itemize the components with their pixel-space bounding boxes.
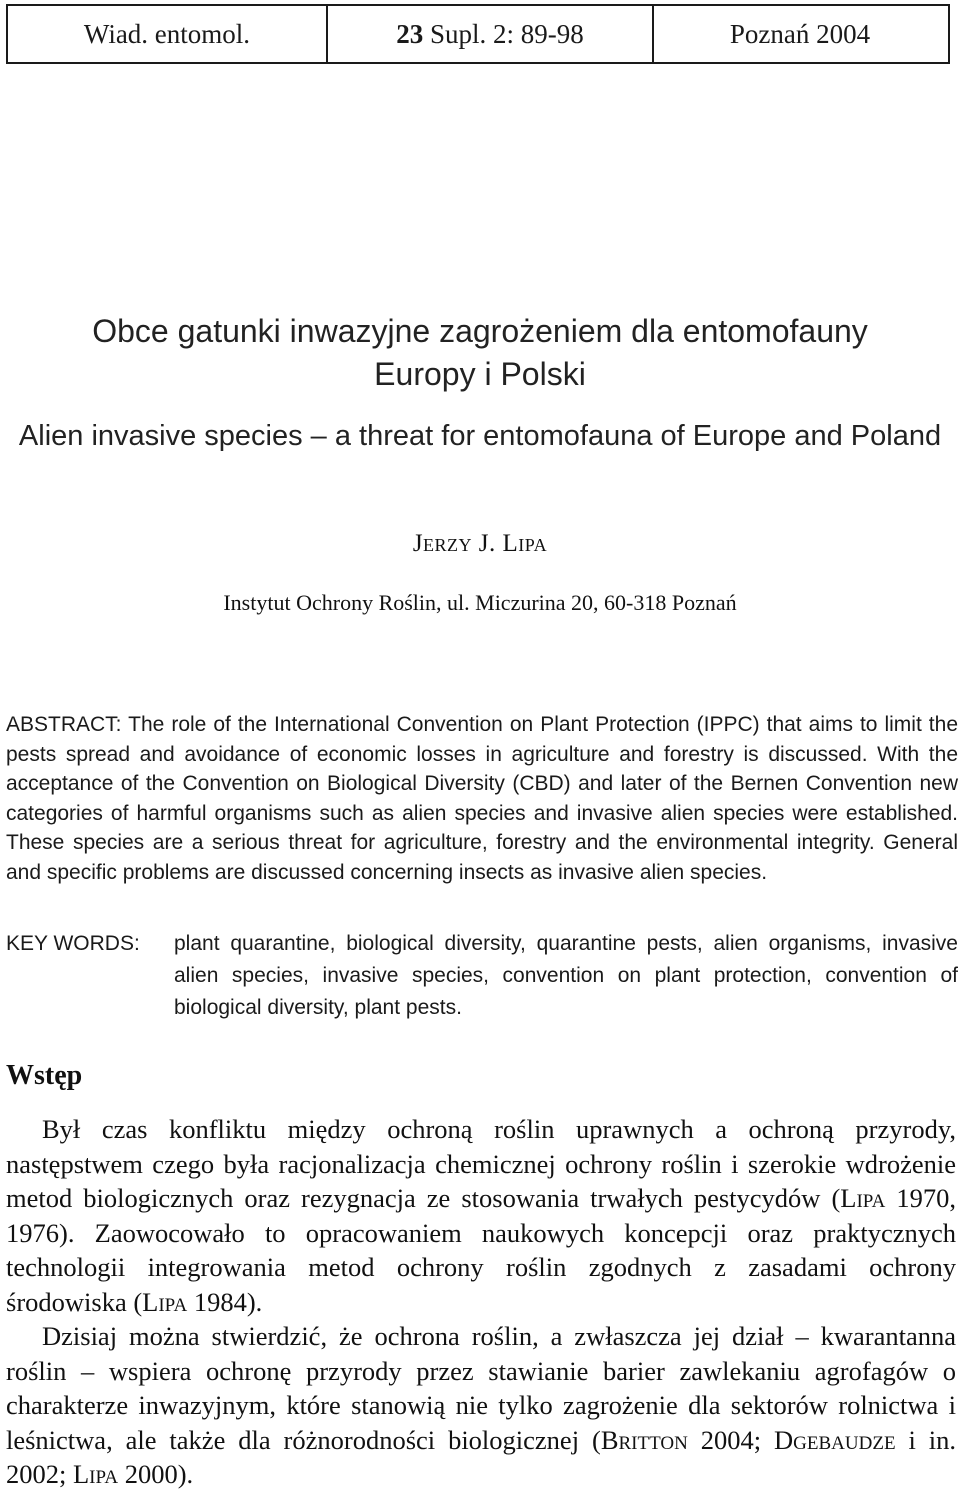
paragraph-1-text-b: 1970, 1976). Zaowocowało to opracowaniem naukowych koncepcji oraz praktycznych technologii integrowania metod ochrony roślin zgodnych z zasadami ochrony środowiska ( (6, 1183, 957, 1317)
paragraph-2-text-b: 2004; (687, 1424, 775, 1455)
citation-author: Dgebaudze (774, 1424, 896, 1455)
keywords (6, 928, 958, 1024)
volume-number: 23 (396, 18, 424, 49)
citation-author: Lipa (73, 1459, 119, 1489)
author-first-name: Jerzy J. (412, 530, 503, 557)
place-year: Poznań 2004 (729, 18, 871, 49)
title-polish-line-2: Europy i Polski (374, 356, 586, 392)
paragraph-2 (6, 1319, 956, 1492)
abstract (6, 710, 958, 887)
keywords-text: plant quarantine, biological diversity, quarantine pests, alien organisms, invasive alien species, invasive species, convention on plant protection, convention of biological diversity, plant pests. (174, 932, 958, 1019)
paragraph-2-text-d: 2000). (118, 1459, 194, 1489)
citation-author: Lipa (840, 1183, 886, 1213)
author-name (0, 530, 960, 558)
issue-pages: Supl. 2: 89-98 (429, 18, 584, 49)
title-english: Alien invasive species – a threat for entomofauna of Europe and Poland (18, 420, 942, 452)
keywords-label: KEY WORDS: (6, 932, 140, 955)
section-heading: Wstęp (6, 1060, 83, 1091)
author-last-name: Lipa (502, 530, 548, 557)
section-body (6, 1112, 956, 1492)
citation-author: Lipa (142, 1286, 188, 1317)
affiliation: Instytut Ochrony Roślin, ul. Miczurina 20, 60-318 Poznań (223, 590, 737, 615)
abstract-text: The role of the International Convention on Plant Protection (IPPC) that aims to limit the pests spread and avoidance of economic losses in agriculture and forestry is discussed. With the acceptance of the Convention on Biological Diversity (CBD) and later of the Bernen Convention new categories of harmful organisms such as alien species and invasive alien species were established. These species are a serious threat for agriculture, forestry and the environmental integrity. General and specific problems are discussed concerning insects as invasive alien species. (6, 713, 958, 884)
journal-header (6, 4, 950, 64)
abstract-label: ABSTRACT: (6, 713, 122, 736)
paragraph-2-text-a: Dzisiaj można stwierdzić, że ochrona roślin, a zwłaszcza jej dział – kwarantanna roślin – wspiera ochronę przyrody przez stawianie barier zawlekaniu agrofagów o charakterze inwazyjnym, które stanowią nie tylko zagrożenie dla sektorów rolnictwa i leśnictwa, ale także dla różnorodności biologicznej ( (6, 1321, 956, 1455)
title-polish-line-1: Obce gatunki inwazyjne zagrożeniem dla entomofauny (92, 313, 868, 349)
paragraph-1-text-a: Był czas konfliktu między ochroną roślin uprawnych a ochroną przyrody, następstwem czego była racjonalizacja chemicznej ochrony roślin i szerokie wdrożenie metod biologicznych oraz rezygnacja ze stosowania trwałych pestycydów ( (6, 1114, 956, 1213)
paragraph-1-text-c: 1984). (187, 1286, 263, 1317)
paragraph-2-text-c: i in. 2002; (6, 1424, 956, 1489)
citation-author: Britton (600, 1424, 688, 1455)
journal-name: Wiad. entomol. (83, 18, 251, 49)
paragraph-1 (6, 1112, 956, 1319)
title-polish (0, 310, 960, 396)
journal-volume-pages (326, 6, 654, 62)
